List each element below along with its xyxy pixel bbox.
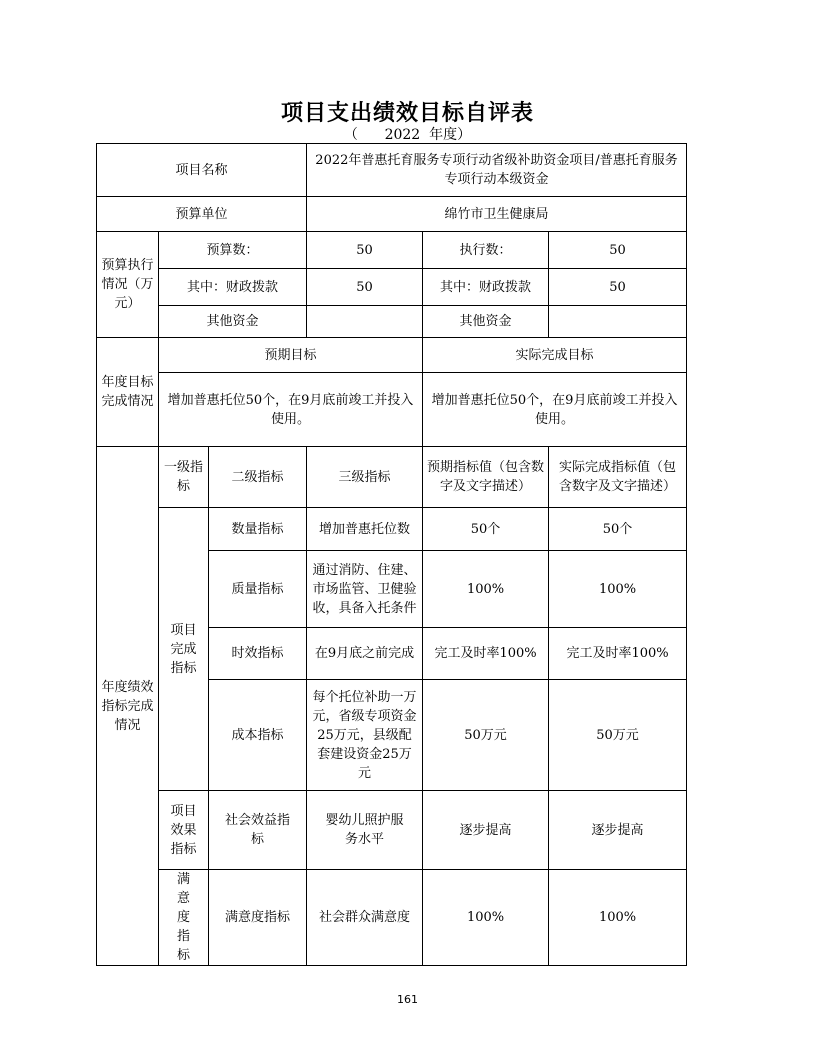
indicator-level2: 社会效益指标 (209, 791, 307, 870)
indicator-level2: 成本指标 (209, 680, 307, 791)
expected-value-header: 预期指标值（包含数字及文字描述） (423, 447, 549, 508)
indicator-header-row (97, 447, 687, 508)
budget-unit-label: 预算单位 (97, 197, 307, 232)
indicator-row (97, 870, 687, 966)
expected-goal-header: 预期目标 (159, 338, 423, 373)
actual-goal-text: 增加普惠托位50个，在9月底前竣工并投入使用。 (423, 373, 687, 447)
indicator-level3: 婴幼儿照护服务水平 (307, 791, 423, 870)
budget-total-row (97, 232, 687, 269)
actual-value-header: 实际完成指标值（包含数字及文字描述） (549, 447, 687, 508)
level2-header: 二级指标 (209, 447, 307, 508)
actual-goal-header: 实际完成目标 (423, 338, 687, 373)
indicator-level3: 增加普惠托位数 (307, 508, 423, 551)
indicator-level2: 数量指标 (209, 508, 307, 551)
execution-amount-value: 50 (549, 232, 687, 269)
indicator-row (97, 508, 687, 551)
other-funds-row (97, 306, 687, 338)
project-name-row (97, 144, 687, 197)
fiscal-allocation-budget-value: 50 (307, 269, 423, 306)
indicator-level2: 质量指标 (209, 551, 307, 628)
effect-indicator-group-label: 项目效果指标 (159, 791, 209, 870)
project-name-value: 2022年普惠托育服务专项行动省级补助资金项目/普惠托育服务专项行动本级资金 (307, 144, 687, 197)
year-subtitle: （ 2022 年度） (343, 127, 472, 143)
indicator-level3: 社会群众满意度 (307, 870, 423, 966)
indicator-expected-value: 100% (423, 870, 549, 966)
performance-self-evaluation-table (96, 143, 687, 966)
annual-goal-content-row (97, 373, 687, 447)
indicator-actual-value: 100% (549, 551, 687, 628)
indicator-expected-value: 逐步提高 (423, 791, 549, 870)
indicator-actual-value: 完工及时率100% (549, 628, 687, 680)
indicator-expected-value: 100% (423, 551, 549, 628)
indicator-level2: 满意度指标 (209, 870, 307, 966)
indicator-level3: 通过消防、住建、市场监管、卫健验收，具备入托条件 (307, 551, 423, 628)
indicator-level3: 每个托位补助一万元，省级专项资金25万元，县级配套建设资金25万元 (307, 680, 423, 791)
fiscal-allocation-exec-label: 其中：财政拨款 (423, 269, 549, 306)
indicator-level3: 在9月底之前完成 (307, 628, 423, 680)
expected-goal-text: 增加普惠托位50个，在9月底前竣工并投入使用。 (159, 373, 423, 447)
indicator-actual-value: 逐步提高 (549, 791, 687, 870)
other-funds-label: 其他资金 (159, 306, 307, 338)
indicator-expected-value: 50个 (423, 508, 549, 551)
annual-goal-header-row (97, 338, 687, 373)
annual-goal-section-label: 年度目标完成情况 (97, 338, 159, 447)
level1-header: 一级指标 (159, 447, 209, 508)
project-name-label: 项目名称 (97, 144, 307, 197)
indicator-row (97, 791, 687, 870)
completion-indicator-group-label: 项目完成指标 (159, 508, 209, 791)
indicator-actual-value: 50万元 (549, 680, 687, 791)
satisfaction-indicator-group-label: 满意度指标 (159, 870, 209, 966)
level3-header: 三级指标 (307, 447, 423, 508)
fiscal-allocation-row (97, 269, 687, 306)
other-funds-budget-value (307, 306, 423, 338)
budget-amount-label: 预算数： (159, 232, 307, 269)
indicator-section-label: 年度绩效指标完成情况 (97, 447, 159, 966)
page-title: 项目支出绩效目标自评表 (280, 101, 534, 126)
indicator-actual-value: 100% (549, 870, 687, 966)
other-funds-exec-label: 其他资金 (423, 306, 549, 338)
fiscal-allocation-label: 其中：财政拨款 (159, 269, 307, 306)
execution-amount-label: 执行数： (423, 232, 549, 269)
budget-unit-value: 绵竹市卫生健康局 (307, 197, 687, 232)
indicator-expected-value: 完工及时率100% (423, 628, 549, 680)
indicator-expected-value: 50万元 (423, 680, 549, 791)
budget-unit-row (97, 197, 687, 232)
page-number: 161 (397, 993, 418, 1006)
fiscal-allocation-exec-value: 50 (549, 269, 687, 306)
budget-execution-section-label: 预算执行情况（万元） (97, 232, 159, 338)
budget-amount-value: 50 (307, 232, 423, 269)
indicator-level2: 时效指标 (209, 628, 307, 680)
indicator-actual-value: 50个 (549, 508, 687, 551)
other-funds-exec-value (549, 306, 687, 338)
